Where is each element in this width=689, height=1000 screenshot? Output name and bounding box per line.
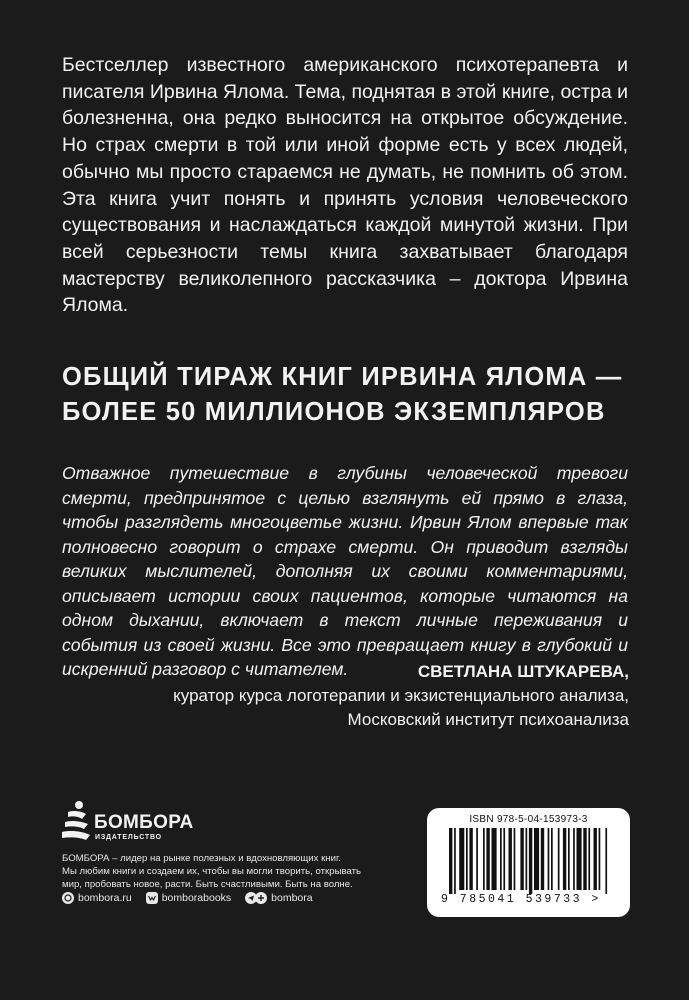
barcode-bar [577,828,582,890]
barcode-icon [449,828,609,894]
about-line-2: Мы любим книги и создаем их, чтобы вы могли творить, открывать [62,866,361,877]
barcode-bar [520,828,523,890]
reviewer-role: куратор курса логотерапии и экзистенциального анализа, [173,686,629,705]
barcode-bar [526,828,528,890]
about-line-3: мир, пробовать новое, расти. Быть счастливыми. Быть на волне. [62,879,353,890]
barcode-bar [509,828,512,890]
barcode-bar [541,828,544,890]
site-text: bombora.ru [78,892,132,904]
tg-text: bombora [271,892,313,904]
publisher-about [62,852,382,891]
site-link[interactable] [62,892,132,904]
barcode-bar [551,828,553,890]
barcode-box [427,808,630,917]
barcode-bar [548,828,550,890]
barcode-bar [500,828,502,890]
barcode-bar [492,828,497,890]
barcode-bar [605,828,607,894]
logo-name: БОМБОРА [94,812,194,833]
about-line-1: БОМБОРА – лидер на рынке полезных и вдохновляющих книг. [62,853,341,864]
headline-line-1: ОБЩИЙ ТИРАЖ КНИГ ИРВИНА ЯЛОМА — [62,363,623,391]
publisher-social-links [62,891,313,905]
reviewer-name: СВЕТЛАНА ШТУКАРЕВА, [417,662,629,681]
telegram-icon [245,892,267,904]
globe-icon [62,892,74,904]
barcode-bar [503,828,505,890]
barcode-bar [459,828,464,890]
barcode-bar [583,828,586,890]
isbn-label: ISBN 978-5-04-153973-3 [469,814,588,825]
publisher-logo [62,800,202,848]
review-quote: Отважное путешествие в глубины человеческой тревоги смерти, предпринятое с целью взглянуть ей прямо в глаза, чтобы разглядеть многоцветье жизни. Ирвин Ялом впервые так полновесно говорит о страхе смерти. Он приводит взгляды великих мыслителей, дополняя их своими комментариями, описывает истории своих пациентов, которые читаются на одном дыхании, включает в текст личные переживания и события из своей жизни. Все это превращает книгу в глубокий и искренний разговор с читателем. [62,463,628,679]
barcode-bar [483,828,485,890]
vk-text: bomborabooks [161,892,232,904]
barcode-bar [568,828,570,890]
barcode-bar [449,828,452,894]
isbn-digits: 9 785041 539733 > [441,893,601,906]
quote-attribution [69,660,629,732]
print-run-headline [62,360,642,430]
barcode-bar [469,828,472,890]
tg-link[interactable] [245,892,312,904]
vk-icon [146,892,158,904]
barcode-bar [454,828,456,894]
barcode-bar [476,828,478,890]
rider-icon [62,800,92,844]
barcode-bar [466,828,468,890]
barcode-bar [529,828,532,894]
barcode-bar [558,828,560,890]
barcode-bar [486,828,489,890]
barcode-bar [599,828,601,890]
book-description: Бестселлер известного американского психотерапевта и писателя Ирвина Ялома. Тема, поднятая в этой книге, остра и болезненна, она редко выносится на открытое обсуждение. Но страх смерти в той или иной форме есть у всех людей, обычно мы просто стараемся не думать, не помнить об этом. Эта книга учит понять и принять условия человеческого существования и наслаждаться каждой минутой жизни. При всей серьезности темы книга захватывает благодаря мастерству великолепного рассказчика – доктора Ирвина Ялома. [62,54,628,317]
barcode-bar [573,828,575,890]
barcode-bar [588,828,590,890]
barcode-bar [514,828,516,890]
vk-link[interactable] [146,892,231,904]
barcode-bar [534,828,539,890]
headline-line-2: БОЛЕЕ 50 МИЛЛИОНОВ ЭКЗЕМПЛЯРОВ [62,398,606,426]
barcode-bar [563,828,566,890]
logo-subtitle: ИЗДАТЕЛЬСТВО [95,834,162,841]
reviewer-institution: Московский институт психоанализа [347,710,629,729]
barcode-bar [594,828,597,890]
